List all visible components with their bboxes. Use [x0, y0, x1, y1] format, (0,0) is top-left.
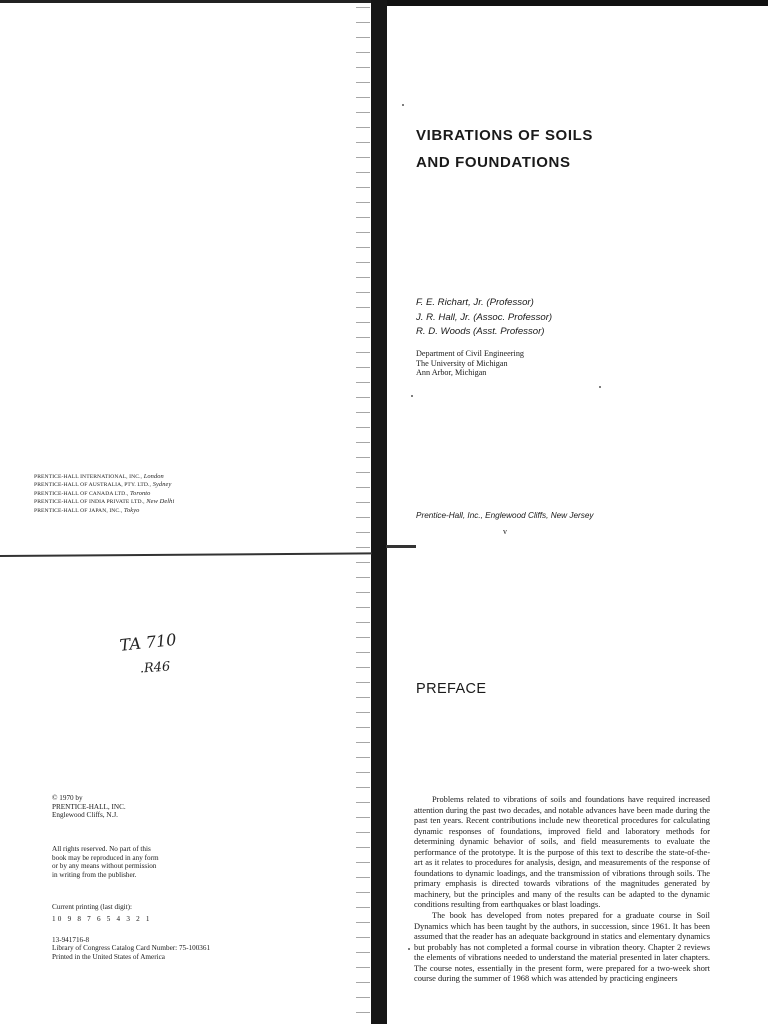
department-line: The University of Michigan: [416, 358, 508, 368]
author-line: R. D. Woods (Asst. Professor): [416, 326, 545, 337]
catalog-info: [52, 936, 210, 961]
imprint-line: PRENTICE-HALL OF AUSTRALIA, PTY. LTD., Sydney: [34, 481, 172, 489]
copyright-line: Englewood Cliffs, N.J.: [52, 811, 118, 820]
scan-speck: [411, 395, 413, 397]
author-line: F. E. Richart, Jr. (Professor): [416, 297, 534, 308]
binding-shadow: [356, 0, 370, 1024]
scan-speck: [599, 386, 601, 388]
title-line: AND FOUNDATIONS: [416, 154, 571, 171]
catalog-line: 13-941716-8: [52, 936, 90, 944]
rights-line: book may be reproduced in any form: [52, 853, 159, 862]
title-line: VIBRATIONS OF SOILS: [416, 127, 593, 144]
department-line: Ann Arbor, Michigan: [416, 368, 487, 378]
printing-info: [52, 901, 152, 925]
department-line: Department of Civil Engineering: [416, 349, 525, 358]
copyright-notice: [52, 794, 126, 820]
scan-speck: [408, 948, 410, 950]
preface-heading: PREFACE: [416, 681, 487, 697]
author-list: [416, 296, 552, 340]
scan-speck: [402, 104, 404, 106]
preface-paragraph: Problems related to vibrations of soils and foundations have required increased attention during the past two decades, and notable advances have been made during the past ten years. Recent contributions include new theoretical procedures for calculating dynamic responses of foundations, improved field and laboratory methods for determining dynamic behavior of soils, and field measurements to evaluate the performance of the prototype. It is the purpose of this text to describe the state-of-the-art as it relates to procedures for analysis, design, and measurements of the response of foundations to dynamic loadings, and the transmission of vibrations through soils. The primary emphasis is directed towards vibrations of the magnitudes generated by machinery, but the principles and many of the results can be adapted to the dynamic conditions resulting from earthquakes or blast loadings.: [414, 795, 710, 910]
copyright-line: PRENTICE-HALL, INC.: [52, 802, 126, 811]
rights-notice: [52, 845, 159, 879]
imprint-line: PRENTICE-HALL OF INDIA PRIVATE LTD., New Delhi: [34, 498, 175, 506]
publisher-line: Prentice-Hall, Inc., Englewood Cliffs, New Jersey: [416, 511, 594, 520]
department-affiliation: [416, 349, 524, 378]
page-edge-shadow: [380, 0, 768, 6]
book-gutter: [371, 0, 387, 1024]
printing-digits: 10 9 8 7 6 5 4 3 2 1: [52, 915, 152, 923]
call-number-line: TA 710: [118, 630, 178, 655]
rights-line: in writing from the publisher.: [52, 870, 137, 879]
preface-paragraph: The book has developed from notes prepared for a graduate course in Soil Dynamics which has been taught by the authors, in succession, since 1961. It has been assumed that the reader has an adequate background in statics and elementary dynamics but probably has not completed a formal course in vibration theory. Chapter 2 reviews the elements of vibrations needed to understand the material presented in later chapters. The course notes, essentially in the present form, were prepared for a two-week short course during the summer of 1968 which was attended by practicing engineers: [414, 911, 710, 984]
handwritten-call-number: [118, 630, 198, 680]
call-number-line: .R46: [139, 659, 171, 677]
imprint-line: PRENTICE-HALL OF CANADA LTD., Toronto: [34, 489, 151, 497]
preface-body: [414, 795, 710, 985]
page-edge-shadow: [0, 0, 372, 3]
imprint-line: PRENTICE-HALL OF JAPAN, INC., Tokyo: [34, 506, 140, 514]
publisher-imprints: [34, 473, 174, 515]
page-fold-line: [0, 552, 372, 557]
rights-line: All rights reserved. No part of this: [52, 845, 151, 853]
copyright-line: © 1970 by: [52, 794, 83, 802]
author-line: J. R. Hall, Jr. (Assoc. Professor): [416, 311, 553, 323]
printing-label: Current printing (last digit):: [52, 903, 133, 911]
page-fold-line: [386, 545, 416, 548]
catalog-line: Printed in the United States of America: [52, 952, 165, 961]
book-title: [416, 122, 593, 176]
rights-line: or by any means without permission: [52, 862, 157, 871]
imprint-line: PRENTICE-HALL INTERNATIONAL, INC., London: [34, 473, 164, 480]
page-number: v: [503, 527, 507, 536]
catalog-line: Library of Congress Catalog Card Number: 75-100361: [52, 944, 211, 953]
